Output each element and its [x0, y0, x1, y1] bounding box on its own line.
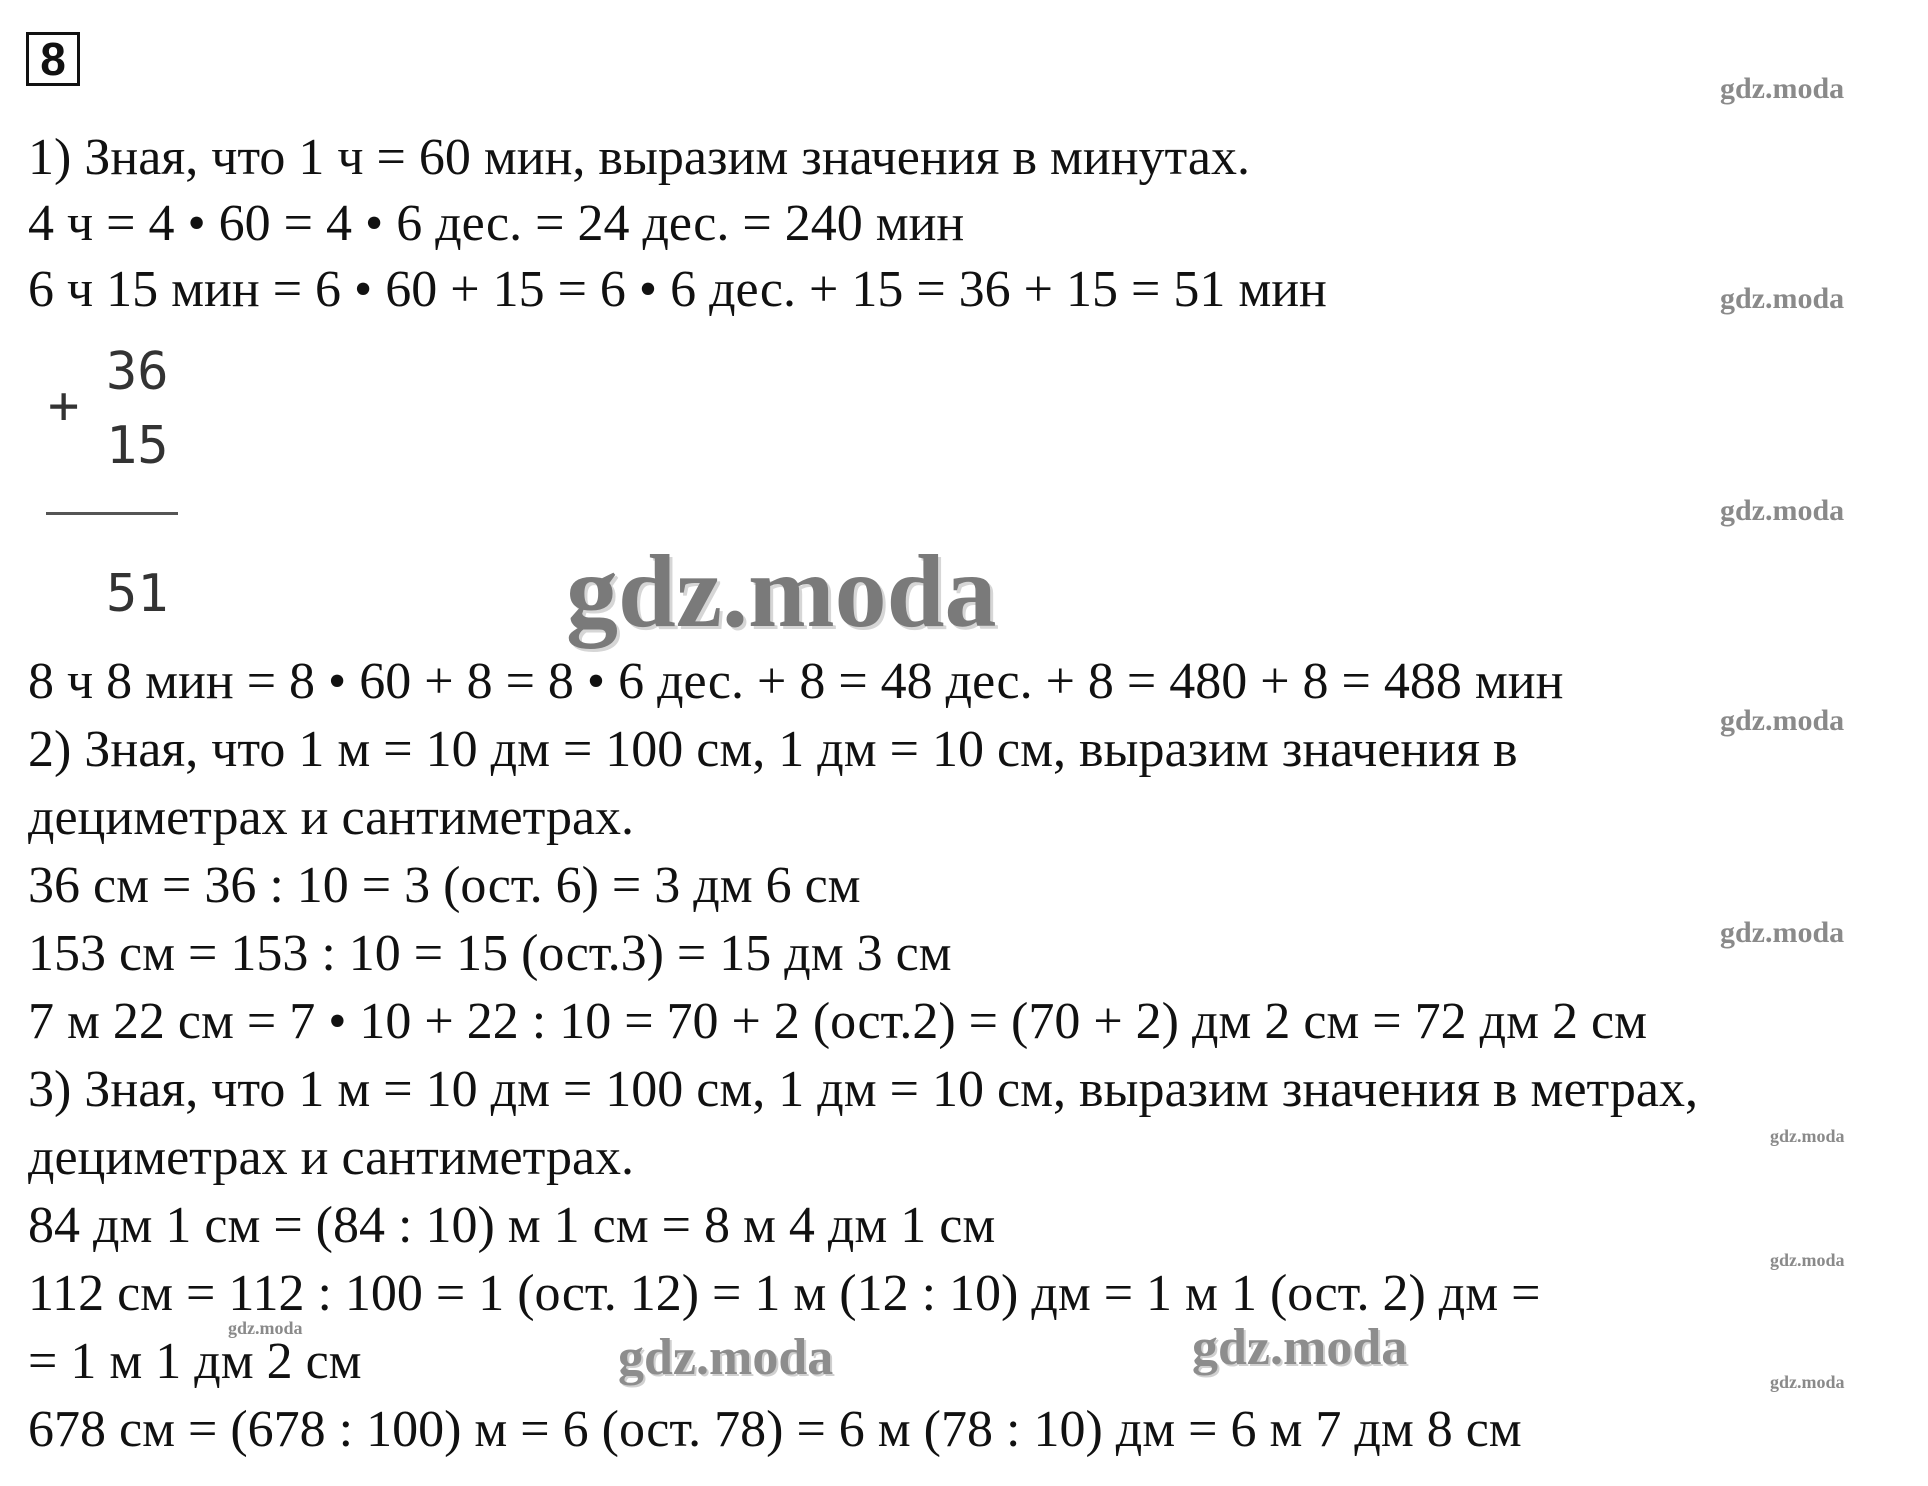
- text-line-3: 6 ч 15 мин = 6 • 60 + 15 = 6 • 6 дес. + 15 = 36 + 15 = 51 мин: [28, 261, 1327, 318]
- calc-sum: 51: [106, 564, 169, 624]
- watermark: gdz.moda: [1770, 1250, 1845, 1270]
- watermark: gdz.moda: [1720, 282, 1845, 315]
- calc-sum-line: [46, 512, 178, 515]
- calc-operator: +: [48, 376, 80, 436]
- text-line-9: 7 м 22 см = 7 • 10 + 22 : 10 = 70 + 2 (ост.2) = (70 + 2) дм 2 см = 72 дм 2 см: [28, 993, 1647, 1050]
- text-line-7: 36 см = 36 : 10 = 3 (ост. 6) = 3 дм 6 см: [28, 857, 861, 914]
- text-line-14: = 1 м 1 дм 2 см: [28, 1333, 362, 1390]
- watermark: gdz.moda: [1770, 1126, 1845, 1146]
- text-line-12: 84 дм 1 см = (84 : 10) м 1 см = 8 м 4 дм 1 см: [28, 1197, 996, 1254]
- text-line-6: дециметрах и сантиметрах.: [28, 789, 635, 846]
- watermark: gdz.moda: [1720, 494, 1845, 527]
- text-line-5: 2) Зная, что 1 м = 10 дм = 100 см, 1 дм = 10 см, выразим значения в: [28, 721, 1518, 778]
- watermark: gdz.moda: [1720, 704, 1845, 737]
- text-line-4: 8 ч 8 мин = 8 • 60 + 8 = 8 • 6 дес. + 8 = 48 дес. + 8 = 480 + 8 = 488 мин: [28, 653, 1564, 710]
- watermark: gdz.moda: [228, 1318, 303, 1338]
- calc-addend-2: 15: [106, 416, 169, 476]
- watermark: gdz.moda: [1720, 916, 1845, 949]
- text-line-8: 153 см = 153 : 10 = 15 (ост.3) = 15 дм 3 см: [28, 925, 952, 982]
- text-line-1: 1) Зная, что 1 ч = 60 мин, выразим значения в минутах.: [28, 129, 1250, 186]
- watermark: gdz.moda: [1770, 1372, 1845, 1392]
- watermark: gdz.moda: [1720, 72, 1845, 105]
- watermark-medium: gdz.moda: [1192, 1319, 1408, 1376]
- watermark-medium: gdz.moda: [618, 1329, 834, 1386]
- watermark-large: gdz.moda: [566, 534, 997, 649]
- task-number-badge: 8: [26, 32, 80, 86]
- text-line-13: 112 см = 112 : 100 = 1 (ост. 12) = 1 м (12 : 10) дм = 1 м 1 (ост. 2) дм =: [28, 1265, 1541, 1322]
- text-line-2: 4 ч = 4 • 60 = 4 • 6 дес. = 24 дес. = 240 мин: [28, 195, 965, 252]
- text-line-15: 678 см = (678 : 100) м = 6 (ост. 78) = 6 м (78 : 10) дм = 6 м 7 дм 8 см: [28, 1401, 1522, 1458]
- text-line-11: дециметрах и сантиметрах.: [28, 1129, 635, 1186]
- calc-addend-1: 36: [106, 342, 169, 402]
- text-line-10: 3) Зная, что 1 м = 10 дм = 100 см, 1 дм = 10 см, выразим значения в метрах,: [28, 1061, 1698, 1118]
